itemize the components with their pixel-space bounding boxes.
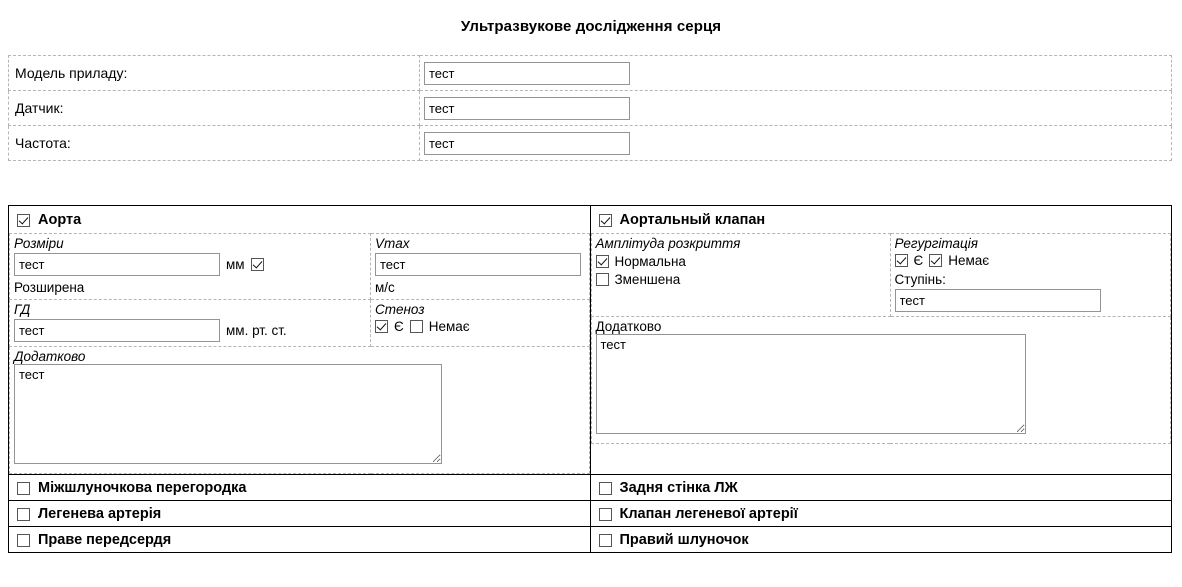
table-row [10, 347, 590, 474]
device-model-input[interactable] [424, 62, 630, 85]
aortic-valve-header[interactable] [591, 206, 1172, 233]
collapsed-section-right-atrium[interactable] [9, 527, 591, 553]
septum-label: Міжшлуночкова перегородка [38, 480, 247, 496]
pulmonary-valve-row[interactable] [591, 501, 1172, 526]
section-aortic-valve [590, 206, 1172, 475]
table-row [591, 317, 1171, 444]
posterior-wall-label: Задня стінка ЛЖ [619, 480, 738, 496]
aortic-valve-checkbox[interactable] [599, 214, 612, 227]
amplitude-normal-label: Нормальна [614, 254, 686, 269]
table-row [10, 300, 590, 347]
aorta-dilated-label: Розширена [14, 280, 85, 295]
aorta-gd-cell [10, 300, 371, 347]
right-ventricle-row[interactable] [591, 527, 1172, 552]
aorta-size-unit: мм [226, 257, 245, 272]
device-info-table [8, 55, 1172, 161]
collapsed-section-posterior-wall[interactable] [590, 475, 1172, 501]
amplitude-label: Амплітуда розкриття [595, 236, 741, 251]
table-row [9, 56, 1172, 91]
aorta-stenosis-yes-checkbox[interactable] [375, 320, 388, 333]
septum-row[interactable] [9, 475, 590, 500]
aorta-gd-unit: мм. рт. ст. [226, 323, 287, 338]
posterior-wall-checkbox[interactable] [599, 482, 612, 495]
aortic-valve-notes-cell [591, 317, 1171, 444]
device-frequency-input[interactable] [424, 132, 630, 155]
right-ventricle-label: Правий шлуночок [619, 532, 749, 548]
septum-checkbox[interactable] [17, 482, 30, 495]
aorta-vmax-label: Vmax [375, 236, 410, 251]
table-row [9, 475, 1172, 501]
amplitude-cell [591, 234, 890, 317]
aorta-stenosis-yes-label: Є [394, 319, 404, 334]
aorta-notes-textarea[interactable] [14, 364, 442, 464]
aorta-size-input[interactable] [14, 253, 220, 276]
aorta-notes-cell [10, 347, 590, 474]
table-row [591, 234, 1171, 317]
table-row [9, 91, 1172, 126]
collapsed-section-right-ventricle[interactable] [590, 527, 1172, 553]
aorta-size-label: Розміри [14, 236, 64, 251]
pulmonary-valve-checkbox[interactable] [599, 508, 612, 521]
aorta-gd-row [14, 319, 366, 342]
regurgitation-no-checkbox[interactable] [929, 254, 942, 267]
table-row [9, 501, 1172, 527]
aorta-stenosis-no-checkbox[interactable] [410, 320, 423, 333]
table-row [10, 234, 590, 300]
device-model-label: Модель приладу: [9, 56, 420, 91]
amplitude-normal-row[interactable] [596, 254, 886, 269]
pulmonary-artery-row[interactable] [9, 501, 590, 526]
right-atrium-label: Праве передсердя [38, 532, 172, 548]
right-atrium-checkbox[interactable] [17, 534, 30, 547]
sections-row [9, 206, 1172, 475]
aorta-title: Аорта [38, 212, 82, 228]
posterior-wall-row[interactable] [591, 475, 1172, 500]
table-row [9, 126, 1172, 161]
aorta-fields-table [9, 233, 590, 474]
regurgitation-options [895, 253, 1167, 268]
aorta-gd-label: ГД [14, 302, 31, 317]
regurgitation-yes-label: Є [913, 253, 924, 268]
sections-grid [8, 205, 1172, 475]
amplitude-reduced-checkbox[interactable] [596, 273, 609, 286]
aortic-valve-fields-table [591, 233, 1172, 444]
regurgitation-degree-label: Ступінь: [894, 272, 946, 287]
device-sensor-input[interactable] [424, 97, 630, 120]
aortic-valve-title: Аортальный клапан [619, 212, 766, 228]
aorta-gd-input[interactable] [14, 319, 220, 342]
aorta-vmax-unit: м/с [375, 280, 395, 295]
amplitude-reduced-row[interactable] [596, 272, 886, 287]
collapsed-sections-table [8, 475, 1172, 553]
aortic-valve-notes-label: Додатково [595, 319, 662, 334]
aorta-notes-label: Додатково [14, 349, 86, 364]
device-frequency-cell [420, 126, 1172, 161]
amplitude-normal-checkbox[interactable] [596, 255, 609, 268]
aorta-size-row [14, 253, 366, 276]
section-aorta [9, 206, 591, 475]
aorta-stenosis-label: Стеноз [375, 302, 425, 317]
page-title: Ультразвукове дослідження серця [460, 18, 722, 35]
aorta-vmax-cell [371, 234, 590, 300]
aorta-size-extra-checkbox[interactable] [251, 258, 264, 271]
aorta-stenosis-cell [371, 300, 590, 347]
regurgitation-no-label: Немає [948, 253, 990, 268]
regurgitation-degree-input[interactable] [895, 289, 1101, 312]
aorta-stenosis-no-label: Немає [428, 319, 470, 334]
pulmonary-valve-label: Клапан легеневої артерії [619, 506, 798, 522]
regurgitation-label: Регургітація [894, 236, 978, 251]
collapsed-section-septum[interactable] [9, 475, 591, 501]
device-frequency-label: Частота: [9, 126, 420, 161]
aorta-header[interactable] [9, 206, 590, 233]
pulmonary-artery-label: Легенева артерія [38, 506, 162, 522]
pulmonary-artery-checkbox[interactable] [17, 508, 30, 521]
collapsed-section-pulmonary-valve[interactable] [590, 501, 1172, 527]
aorta-checkbox[interactable] [17, 214, 30, 227]
right-atrium-row[interactable] [9, 527, 590, 552]
collapsed-section-pulmonary-artery[interactable] [9, 501, 591, 527]
regurgitation-yes-checkbox[interactable] [895, 254, 908, 267]
regurgitation-cell [890, 234, 1171, 317]
aorta-stenosis-options [375, 319, 585, 334]
table-row [9, 527, 1172, 553]
amplitude-reduced-label: Зменшена [614, 272, 681, 287]
device-sensor-cell [420, 91, 1172, 126]
aorta-vmax-input[interactable] [375, 253, 581, 276]
aorta-size-cell [10, 234, 371, 300]
right-ventricle-checkbox[interactable] [599, 534, 612, 547]
device-sensor-label: Датчик: [9, 91, 420, 126]
aorta-vmax-row [375, 253, 585, 276]
device-model-cell [420, 56, 1172, 91]
aortic-valve-notes-textarea[interactable] [596, 334, 1026, 434]
